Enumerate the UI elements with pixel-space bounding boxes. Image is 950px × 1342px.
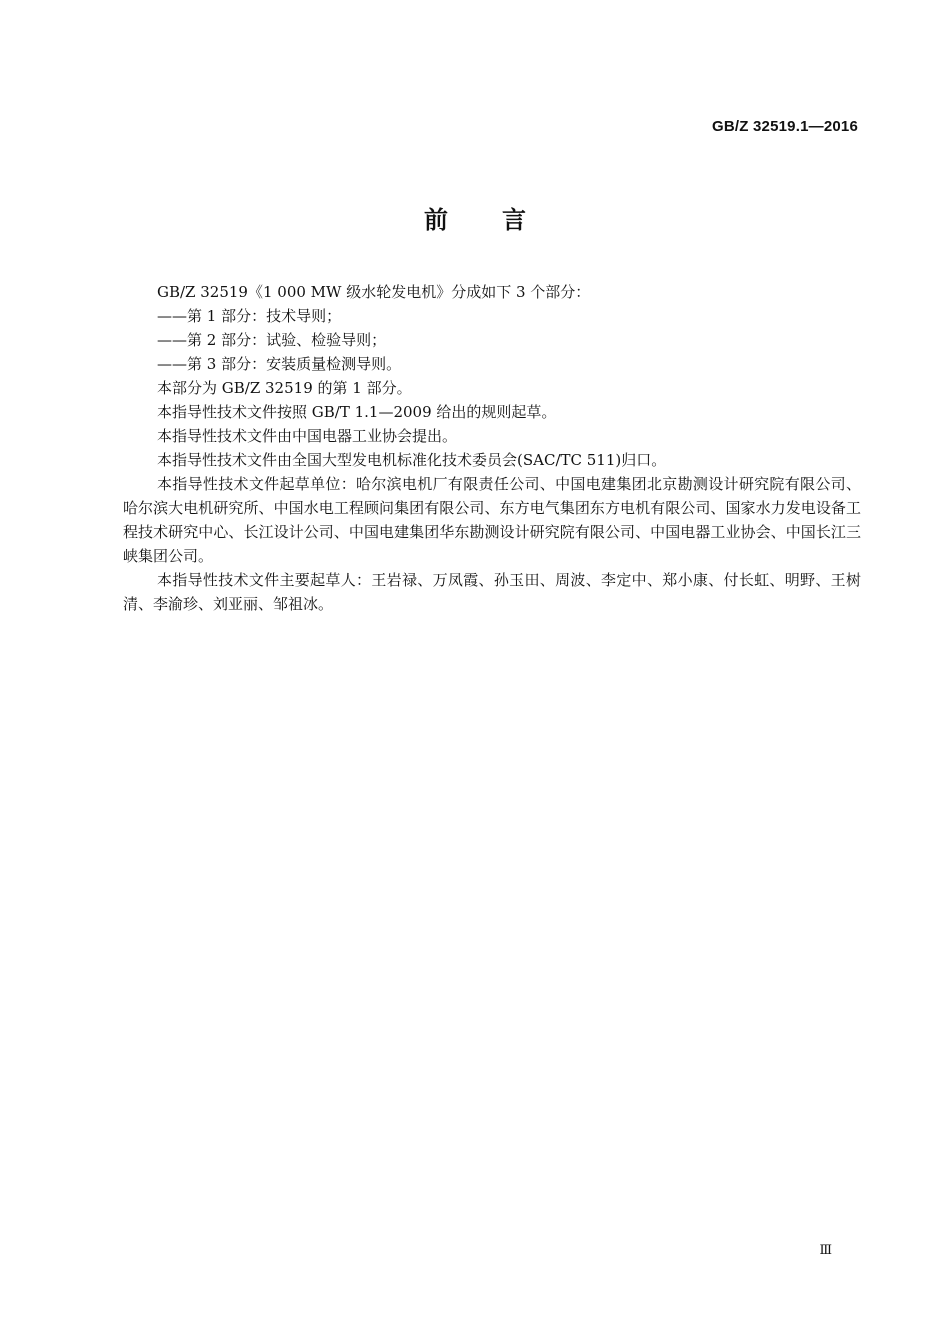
paragraph-drafting-units: 本指导性技术文件起草单位：哈尔滨电机厂有限责任公司、中国电建集团北京勘测设计研究院有限公司、哈尔滨大电机研究所、中国水电工程顾问集团有限公司、东方电气集团东方电机有限公司、国家水力发电设备工程技术研究中心、长江设计公司、中国电建集团华东勘测设计研究院有限公司、中国电器工业协会、中国长江三峡集团公司。 [123, 475, 861, 565]
part-list-item: ——第 3 部分：安装质量检测导则。 [157, 355, 402, 373]
paragraph-proposer: 本指导性技术文件由中国电器工业协会提出。 [157, 427, 458, 445]
foreword-body [123, 280, 861, 616]
page-number: Ⅲ [819, 1243, 832, 1258]
intro-paragraph: GB/Z 32519《1 000 MW 级水轮发电机》分成如下 3 个部分： [157, 283, 591, 301]
part-list-item: ——第 1 部分：技术导则； [157, 307, 342, 325]
paragraph-drafting-rules: 本指导性技术文件按照 GB/T 1.1—2009 给出的规则起草。 [157, 403, 557, 421]
page-title: 前言 [424, 206, 580, 234]
paragraph-part-statement: 本部分为 GB/Z 32519 的第 1 部分。 [157, 379, 412, 397]
part-list-item: ——第 2 部分：试验、检验导则； [157, 331, 387, 349]
paragraph-committee: 本指导性技术文件由全国大型发电机标准化技术委员会(SAC/TC 511)归口。 [157, 451, 667, 469]
paragraph-drafters: 本指导性技术文件主要起草人：王岩禄、万凤霞、孙玉田、周波、李定中、郑小康、付长虹、明野、王树清、李渝珍、刘亚丽、邹祖冰。 [123, 571, 861, 613]
document-id: GB/Z 32519.1—2016 [712, 118, 858, 135]
